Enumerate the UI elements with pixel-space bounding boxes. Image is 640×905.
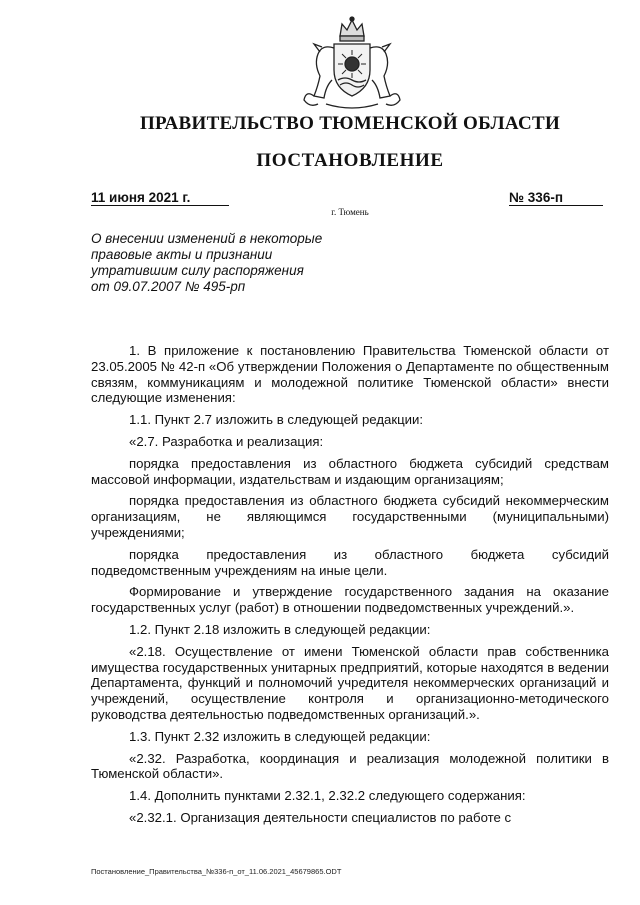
coat-of-arms-icon xyxy=(296,14,408,114)
body-paragraph: 1.2. Пункт 2.18 изложить в следующей редакции: xyxy=(129,621,431,637)
subject-line: утратившим силу распоряжения xyxy=(91,263,304,278)
subject-line: правовые акты и признании xyxy=(91,247,273,262)
body-paragraph: «2.32.1. Организация деятельности специалистов по работе с xyxy=(129,809,512,825)
document-subject xyxy=(91,231,361,295)
body-paragraph: порядка предоставления из областного бюджета субсидий средствам массовой информации, издательствам и издающим организациям; xyxy=(91,455,609,487)
body-paragraph: «2.18. Осуществление от имени Тюменской области прав собственника имущества государственных унитарных предприятий, которые находятся в ведении Департамента, функций и полномочий учредителя некоммерческих организаций и учреждений, осуществление контроля и организационно-методического руководства деятельностью подведомственных организаций.». xyxy=(91,643,609,722)
body-paragraph: «2.32. Разработка, координация и реализация молодежной политики в Тюменской области». xyxy=(91,750,609,782)
body-paragraph: 1. В приложение к постановлению Правительства Тюменской области от 23.05.2005 № 42-п «Об утверждении Положения о Департаменте по общественным связям, коммуникациям и молодежной политике Тюменской области» внести следующие изменения: xyxy=(91,343,609,406)
body-paragraph: «2.7. Разработка и реализация: xyxy=(129,433,324,449)
document-date: 11 июня 2021 г. xyxy=(91,190,229,206)
subject-line: от 09.07.2007 № 495-рп xyxy=(91,279,246,294)
body-paragraph: 1.3. Пункт 2.32 изложить в следующей редакции: xyxy=(129,728,431,744)
document-footer-filename: Постановление_Правительства_№336-п_от_11.06.2021_45679865.ODT xyxy=(91,867,342,876)
subject-line: О внесении изменений в некоторые xyxy=(91,231,323,246)
body-paragraph: Формирование и утверждение государственного задания на оказание государственных услуг (работ) в отношении подведомственных учреждений.». xyxy=(91,584,609,616)
document-body xyxy=(91,343,609,832)
document-city: г. Тюмень xyxy=(331,207,369,217)
organization-title: ПРАВИТЕЛЬСТВО ТЮМЕНСКОЙ ОБЛАСТИ xyxy=(139,113,561,134)
body-paragraph: 1.4. Дополнить пунктами 2.32.1, 2.32.2 следующего содержания: xyxy=(129,788,526,804)
body-paragraph: порядка предоставления из областного бюджета субсидий подведомственным учреждениям на иные цели. xyxy=(91,546,609,578)
body-paragraph: порядка предоставления из областного бюджета субсидий некоммерческим организациям, не являющимся государственными (муниципальными) учреждениями; xyxy=(91,493,609,540)
document-number: № 336-п xyxy=(509,190,603,206)
body-paragraph: 1.1. Пункт 2.7 изложить в следующей редакции: xyxy=(129,412,424,428)
document-type-title: ПОСТАНОВЛЕНИЕ xyxy=(256,150,444,171)
